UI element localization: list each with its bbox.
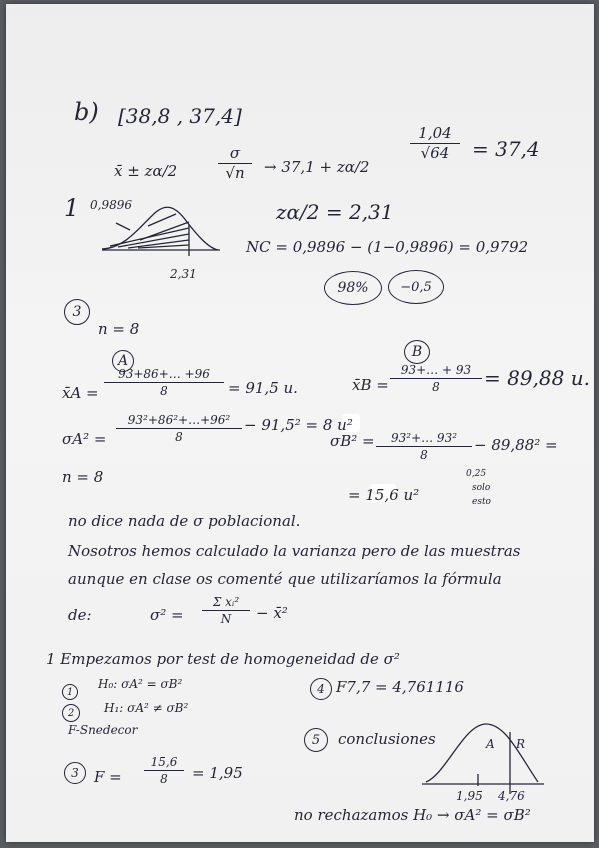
var-b-num: 93²+… 93²: [390, 431, 458, 445]
mean-b-num: 93+… + 93: [400, 363, 472, 377]
mean-a-num: 93+86+… +96: [118, 367, 210, 381]
f-distribution-sketch: [6, 4, 594, 842]
exercise-3-circle: 3: [64, 299, 90, 325]
var-b-lhs: σB² =: [330, 432, 375, 450]
margin-note-2: solo: [472, 483, 491, 493]
mean-b-lhs: x̄B =: [352, 376, 389, 394]
ci-sigma: σ: [229, 144, 241, 162]
region-r: R: [516, 737, 526, 751]
part-b-label: b): [74, 98, 99, 126]
formula-lhs: σ² =: [150, 606, 184, 624]
badge-98-percent: 98%: [324, 271, 382, 305]
ci-formula-right: → 37,1 + zα/2: [264, 158, 370, 176]
confidence-interval: [38,8 , 37,4]: [118, 104, 242, 128]
ci-formula-left: x̄ ± zα/2: [114, 162, 178, 180]
n-again: n = 8: [62, 468, 104, 486]
value-476: 4,76: [498, 789, 525, 803]
formula-den: N: [220, 612, 232, 626]
note-line-1: no dice nada de σ poblacional.: [68, 512, 301, 530]
f-critical: F7,7 = 4,761116: [336, 678, 464, 696]
mean-b-result: = 89,88 u.: [484, 366, 590, 390]
z-result: zα/2 = 2,31: [276, 200, 394, 224]
f-lhs: F =: [94, 768, 122, 786]
f-result: = 1,95: [192, 764, 243, 782]
group-b-circle: B: [404, 340, 430, 364]
margin-note-1: 0,25: [466, 469, 487, 479]
h1: H₁: σA² ≠ σB²: [104, 701, 189, 715]
nc-line: NC = 0,9896 − (1−0,9896) = 0,9792: [246, 238, 529, 256]
note-line-2: Nosotros hemos calculado la varianza pero de las muestras: [68, 542, 521, 560]
formula-num: Σ xᵢ²: [212, 595, 240, 609]
test-circle-4: 4: [310, 678, 332, 700]
paper-sheet: [6, 4, 594, 842]
test-step-1: 1 Empezamos por test de homogeneidad de σ²: [46, 650, 400, 668]
note-line-3: aunque en clase os comenté que utilizaríamos la fórmula: [68, 570, 502, 588]
distribution: F-Snedecor: [68, 723, 138, 737]
f-den: 8: [160, 772, 168, 786]
z-axis-value: 2,31: [170, 267, 197, 281]
ci-sqrt-n: √n: [225, 164, 245, 182]
margin-note-3: esto: [472, 497, 491, 507]
badge-minus-05: −0,5: [388, 270, 444, 304]
formula-tail: − x̄²: [256, 604, 288, 622]
test-circle-1: 1: [62, 684, 78, 700]
var-a-lhs: σA² =: [62, 430, 107, 448]
ci-num: 1,04: [418, 124, 452, 142]
normal-one: 1: [64, 194, 80, 222]
var-b-result: = 15,6 u²: [348, 486, 420, 504]
var-a-num: 93²+86²+…+96²: [127, 413, 231, 427]
conclusions-label: conclusiones: [338, 730, 436, 748]
mean-a-lhs: x̄A =: [62, 384, 99, 402]
mean-a-den: 8: [160, 384, 168, 398]
ci-den: √64: [420, 144, 450, 162]
var-a-den: 8: [175, 430, 183, 444]
test-circle-5: 5: [304, 728, 328, 752]
value-195: 1,95: [456, 789, 483, 803]
h0: H₀: σA² = σB²: [98, 677, 183, 691]
n-line: n = 8: [98, 320, 140, 338]
f-num: 15,6: [150, 755, 178, 769]
normal-area-value: 0,9896: [90, 198, 132, 212]
mean-a-result: = 91,5 u.: [228, 379, 298, 397]
note-line-4-prefix: de:: [68, 606, 92, 624]
var-a-tail: − 91,5² = 8 u²: [244, 416, 353, 434]
test-circle-2: 2: [62, 704, 80, 722]
var-b-tail: − 89,88² =: [474, 436, 558, 454]
region-a: A: [486, 737, 495, 751]
test-circle-3: 3: [64, 762, 86, 784]
conclusion-line: no rechazamos H₀ → σA² = σB²: [294, 806, 531, 824]
mean-b-den: 8: [432, 380, 440, 394]
var-b-den: 8: [420, 448, 428, 462]
ci-result: = 37,4: [472, 137, 540, 161]
group-a-circle: A: [112, 350, 134, 372]
